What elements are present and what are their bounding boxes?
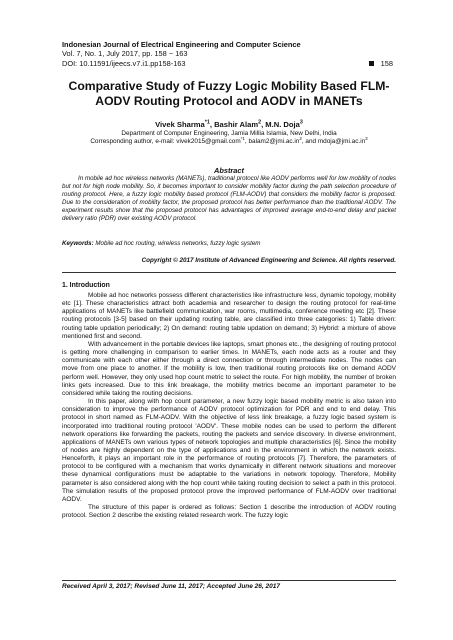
email-segment: , and mdoja@jmi.ac.in <box>301 138 366 145</box>
author-line <box>62 120 396 129</box>
keywords-text: Mobile ad hoc routing, wireless networks, fuzzy logic system <box>93 240 261 247</box>
author-superscript: *1 <box>204 119 210 126</box>
email-superscript: *1 <box>240 135 245 141</box>
copyright-notice: Copyright © 2017 Institute of Advanced Engineering and Science. All rights reserved. <box>141 257 396 264</box>
corresponding-author-line <box>62 135 396 146</box>
body-paragraph: The structure of this paper is ordered as follows: Section 1 describe the introduction of AODV routing protocol. Section 2 describe the existing related research work. The fuzzy logic <box>62 504 396 520</box>
keywords-line <box>62 240 396 247</box>
received-dates: Received April 3, 2017; Revised June 11, 2017; Accepted June 26, 2017 <box>62 583 280 590</box>
email-superscript: 3 <box>365 135 368 141</box>
author-superscript: 3 <box>299 119 303 126</box>
email-superscript: 2 <box>299 135 302 141</box>
email-segment: , balam2@jmi.ac.in <box>244 138 300 145</box>
journal-header <box>62 40 402 68</box>
corresponding-prefix: Corresponding author, e-mail: vivek2015@gmail.com <box>90 138 241 145</box>
paper-title: Comparative Study of Fuzzy Logic Mobility Based FLM-AODV Routing Protocol and AODV in MANETs <box>68 79 390 108</box>
author-superscript: 2 <box>258 119 262 126</box>
introduction-body <box>62 292 396 520</box>
doi-line: DOI: 10.11591/ijeecs.v7.i1.pp158-163 <box>62 58 186 68</box>
abstract-heading: Abstract <box>214 166 244 175</box>
author-name: M.N. Doja <box>265 120 300 129</box>
section-heading: 1. Introduction <box>62 282 110 289</box>
body-paragraph: In this paper, along with hop count parameter, a new fuzzy logic based mobility metric is also taken into consideration to improve the performance of AODV protocol optimization for PDR and end to end delay. This protocol in short named as FLM-AODV. With the objective of less link breakage, a fuzzy logic based system is incorporated into traditional routing protocol 'AODV'. These mobile nodes can be used to perform the different network operations like forwarding the packets, routing the packets and service discovery. In diverse environment, applications of MANETs own various types of network topologies and multiple characteristics [6]. Since the mobility of nodes are highly dependent on the type of applications and in the environment in which the network exists. Henceforth, it plays an important role in the performance of routing protocols [7]. Therefore, the parameters of protocol to be configured with a mechanism that works dynamically in different network situations and moreover these dynamical configurations must be adaptable to the variations in network topology. Therefore, Mobility parameter is also considered along with the hop count while taking routing decision to select a path in this protocol. The simulation results of the proposed protocol prove the improved performance of FLM-AODV over traditional AODV. <box>62 398 396 503</box>
footer-divider <box>62 580 396 581</box>
section-divider <box>62 272 396 273</box>
page-number-text: 158 <box>380 59 393 68</box>
author-name: Bashir Alam <box>214 120 259 129</box>
affiliation-block <box>62 130 396 146</box>
body-paragraph: With advancement in the portable devices like laptops, smart phones etc., the designing of routing protocol is getting more challenging in comparison to earlier times. In MANETs, each node acts as a router and they communicate with each other either through a direct connection or through intermediate nodes. The nodes can move from one place to another. If the mobility is low, then traditional routing protocols like on demand AODV perform well. However, they only used hop count metric to select the route. For high mobility, the number of broken links gets increased. Due to this link breakage, the mobility metrics become an important parameter to be considered while taking the routing decisions. <box>62 340 396 397</box>
page-number <box>369 59 393 68</box>
body-paragraph: Mobile ad hoc networks possess different characteristics like infrastructure less, dynamic topology, mobility etc [1]. These characteristics attract both academia and researcher to design the routing protocol for real-time applications of MANETs like battlefield communication, war rooms, multimedia, conference meeting etc [2]. These routing protocols [3-5] based on their updating routing table, are classified into three categories: 1) Table driven: routing table updation periodically; 2) On demand: routing table updation on demand; 3) Hybrid: a mixture of above mentioned first and second. <box>62 292 396 340</box>
keywords-label: Keywords: <box>62 240 94 247</box>
author-name: Vivek Sharma <box>155 120 205 129</box>
volume-line: Vol. 7, No. 1, July 2017, pp. 158 ~ 163 <box>62 49 188 59</box>
author-separator: , <box>261 120 266 129</box>
department-line: Department of Computer Engineering, Jamia Millia Islamia, New Delhi, India <box>121 130 337 137</box>
abstract-text: In mobile ad hoc wireless networks (MANETs), traditional protocol like AODV performs well for low mobility of nodes but not for high node mobility. So, it becomes important to consider mobility factor during the path selection procedure of routing protocol. Here, a fuzzy logic mobility based protocol (FLM-AODV) that considers the mobility factor is proposed. Due to the consideration of mobility factor, the proposed protocol has better performance than the traditional AODV. The experiment results show that the proposed protocol has advantages of improved average end-to-end delay and packet delivery ratio (PDR) over existing AODV protocol. <box>62 175 396 223</box>
author-separator: , <box>209 120 215 129</box>
journal-name: Indonesian Journal of Electrical Engineering and Computer Science <box>62 40 301 49</box>
square-bullet-icon <box>369 61 374 66</box>
